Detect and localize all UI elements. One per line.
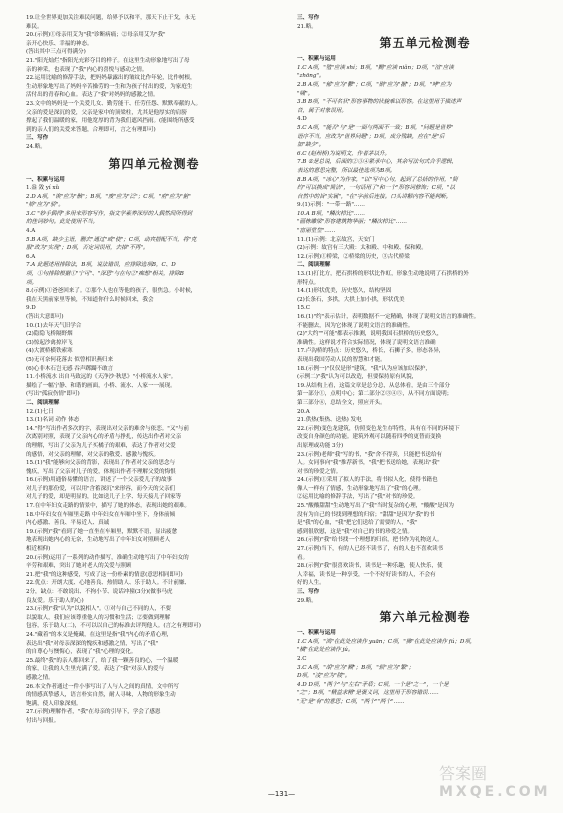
answer-line: 24.略。 bbox=[26, 143, 46, 150]
answer-line: (2)示例：故宫有三大殿：太和殿、中和殿、保和殿。 bbox=[297, 245, 427, 252]
answer-line: 21.略。 bbox=[297, 23, 317, 30]
answer-line: 感激之情。 bbox=[26, 674, 54, 681]
answer-line: "画栋雕梁"形容建筑物华丽；"鳞次栉比"…… bbox=[297, 219, 407, 226]
answer-line: 19.(示例)"我"看到了她一直坐在车厢里，默默不语，显出疲惫 bbox=[26, 528, 178, 535]
answer-line: 18.(示例一)"仅仅是形"建筑，"我"认为应该加以保护， bbox=[297, 365, 431, 372]
answer-line: 27.(示例)当下，有的人已经不读书了，有的人也不喜欢读书 bbox=[297, 546, 444, 553]
answer-line: 10.(1)去年天气旧学合 bbox=[26, 322, 82, 329]
answer-line: 8.(示例)①爸爸回来了。②那个人也在等他的孩子，很焦急。小时候， bbox=[26, 288, 197, 295]
answer-line: 12.(示例)①桥梁，②桥梁的历史，③古代桥梁 bbox=[297, 253, 410, 260]
section-title: 第五单元检测卷 bbox=[379, 36, 471, 51]
answer-line: (6)心非木石岂无感 吞声踯躅不敢言 bbox=[26, 365, 114, 372]
answer-line: 26.(示例)"我"给书找一个理想的归宿，把书作为礼物送人。 bbox=[297, 537, 443, 544]
answer-line: 我在天黑前家里等候，不知道你什么时候回来，我会 bbox=[26, 296, 154, 303]
answer-line: "之"；B项，"精益求精"是褒义词，这里用于形容错误…… bbox=[297, 690, 439, 697]
answer-line: 人幸福，读书是一种享受，一个不好好读书的人，不会有 bbox=[297, 571, 436, 578]
answer-line: 21."阳光灿烂"指阳光充彩夺目的样子。在这里生动形象地写出了母 bbox=[26, 57, 190, 64]
answer-line: 4.A bbox=[26, 228, 36, 235]
answer-line: "富丽堂皇"…… bbox=[297, 228, 336, 235]
answer-line: 16.(示例)用通俗易懂的语言，讲述了一个父亲爱儿子的故事 bbox=[26, 477, 173, 484]
answer-line: 的情感真挚感人，语言朴实自然，耐人寻味，人物的形象生动 bbox=[26, 692, 176, 699]
answer-line: 14."得"写出作者多次的字，表现出对父亲的难舍与依恋。"又"与前 bbox=[26, 425, 189, 432]
site-watermark bbox=[439, 761, 557, 805]
section-heading: 一、积累与运用 bbox=[297, 56, 336, 63]
answer-line: 7.A 此题述用排除法，B项，说法错误，应排除选项B，C、D bbox=[26, 262, 176, 269]
answer-line: 愧疚，写出了父亲对儿子的爱，体现出作者不理解父爱的悔恨 bbox=[26, 468, 176, 475]
answer-line: 17.卢沟桥的特点：历史悠久，桥长，石狮子多，形态各异， bbox=[297, 348, 445, 355]
answer-line: 21.供热(集热、送热) 发电 bbox=[297, 417, 362, 424]
answer-line: 地表现出她内心的无奈，生动地写出了中年妇女对照顾老人 bbox=[26, 537, 171, 544]
answer-line: 13.(1)打比方，把石拱桥的形状比作虹，形象生动地说明了石拱桥的外 bbox=[297, 271, 469, 278]
answer-line: 表现出我国劳动人民的智慧和才能。 bbox=[297, 356, 386, 363]
section-heading: 三、写作 bbox=[26, 135, 49, 142]
section-heading: 二、阅读理解 bbox=[297, 262, 331, 269]
answer-line: D项，"凌"应为"陵"。 bbox=[297, 673, 351, 680]
watermark-domain: MXQE.COM bbox=[439, 784, 551, 800]
answer-line: 6.A bbox=[26, 253, 36, 260]
answer-line: 的理解，写出了父亲为儿子买橘子的艰难，表达了作者对父爱 bbox=[26, 442, 176, 449]
section-title: 第四单元检测卷 bbox=[108, 156, 200, 171]
answer-line: (3)惊起沙禽掠岸飞 bbox=[26, 339, 73, 346]
section-heading: 三、写作 bbox=[297, 589, 320, 595]
answer-line: 16.(1)"约"表示估计，表明数据不一定精确，体现了说明文语言的准确性。 bbox=[297, 314, 480, 320]
answer-line: 7.B ①是总说，后面的②③④紧承中心，其余写法句式合乎逻辑， bbox=[297, 159, 458, 166]
section-heading: 一、积累与运用 bbox=[297, 630, 336, 637]
answer-line: (2)"大约""可能"都表示推测，说明我国石拱桥的历史悠久， bbox=[297, 331, 443, 338]
right-column bbox=[297, 14, 553, 777]
answer-line: 以貌取人，我们应该尊重他人的习惯和生活；②要做到理解 bbox=[26, 614, 171, 621]
section-heading: 三、写作 bbox=[297, 15, 320, 21]
answer-line: 辛劳和艰难，突出了她对老人的关爱与照顾 bbox=[26, 563, 132, 570]
answer-line: 第一部分①，点明中心；第二部分②③④⑤，从不同方面说明； bbox=[297, 391, 453, 398]
answer-line: 2.B A项，"郁"应为"鬱"；C项，"剧"应为"据"；D项，"哮"应为 bbox=[297, 81, 452, 88]
answer-line: 11.小桥流水 出自马致远的《天净沙·秋思》"小桥流水人家"。 bbox=[26, 374, 177, 381]
answer-line: 27.(示例)理解作者，"我"在母亲的引导下，学会了感恩 bbox=[26, 709, 161, 716]
answer-line: 亲的神采，也表现了"我"内心的喜悦与感动之情。 bbox=[26, 66, 148, 73]
answer-line: 第三部分⑥，总结全文，照应开头。 bbox=[297, 399, 386, 406]
page-number: —131— bbox=[267, 790, 296, 798]
answer-line: 20.(示例)①母亲用艾为"我"诊断病痛；②母亲用艾为"我" bbox=[26, 32, 166, 39]
answer-line: 5.C A项，"能否"与"是"一面与两面不一致；B项，"问题是世界" bbox=[297, 124, 454, 131]
answer-line: 9.(1)示例："一带一路"…… bbox=[297, 202, 365, 209]
answer-line: 10.A B项，"鳞次栉比"…… bbox=[297, 210, 365, 217]
answer-line: 25."酸酸甜甜"生动地写出了"我"当时复杂的心理，"酸酸"是因为 bbox=[297, 503, 454, 510]
answer-line: 语序不当，应改为"世界问题"；D项，成分残缺，应在"是"后 bbox=[297, 133, 445, 140]
answer-line: 15.(1)"我"能够向父亲的背影，表现出了作者对父亲的思念与 bbox=[26, 460, 176, 467]
answer-line: 5.B A项，缺少主语，删去"通过"或"使"；C项，动宾搭配不当，将"克 bbox=[26, 236, 197, 243]
answer-line: (2)长条石，多拱，大拱上加小拱，形状优美 bbox=[297, 296, 405, 303]
answer-line: "zhōng"。 bbox=[297, 73, 325, 80]
answer-line: 4.D bbox=[297, 116, 307, 123]
answer-line: 不能删去，因为它体现了说明文语言的准确性。 bbox=[297, 322, 414, 329]
answer-line: 22.(示例)变色龙建筑，仿照变色龙生存特性，具有在不同的环境下 bbox=[297, 425, 460, 432]
answer-line: 准确性。这样说才符合实际情况，体现了说明文语言准确 bbox=[297, 339, 436, 346]
answer-line: 对儿子的那份爱，可以用"含蓄深沉"来形容，而今天的父亲们 bbox=[26, 485, 176, 492]
answer-line: 项。 bbox=[26, 279, 38, 286]
answer-line: 亲开心快乐、幸福的神态。 bbox=[26, 40, 93, 47]
answer-line: 音，属于对象误用。 bbox=[297, 107, 347, 114]
answer-line: 的家，让我的人生里充满了爱。表达了"我"对亲人的爱与 bbox=[26, 666, 165, 673]
answer-line: 4.D D项，"两个"与"左右"矛盾；C项，一个是"之一"，一个是 bbox=[297, 681, 449, 688]
answer-line: 包容，乐于助人(二)，不可以以自己的标准去评判他人。(言之有理即可) bbox=[26, 623, 201, 630]
answer-line: "啸"。 bbox=[297, 90, 314, 97]
answer-line: 对儿子的爱，却是明显的，比如送儿子上学、每天接儿子回家等 bbox=[26, 494, 182, 501]
answer-line: 没有为自己的书找到理想的归宿；"甜甜"是因为"我"的书 bbox=[297, 511, 435, 518]
answer-line: 良友爱。乐于助人的心) bbox=[26, 597, 84, 604]
answer-line: 23.文中的妈妈是一个关爱儿女、勤劳能干、任劳任怨、默默奉献的人。 bbox=[26, 100, 202, 107]
answer-line: 感到很欣慰，这是"我"对自己的书的珍爱之情。 bbox=[297, 528, 413, 535]
answer-line: 22.运用比喻的修辞手法，把妈妈暴露出的皱纹比作年轮，比作树根， bbox=[26, 75, 196, 82]
left-column bbox=[26, 14, 282, 777]
answer-line: 8.B A项，"冰心"为作家，"以"写中心句，起到了总括的作用，"简 bbox=[297, 176, 458, 183]
answer-line: 表达出"我"对母亲深深的愧疚和感激之情，写出了"我" bbox=[26, 640, 159, 647]
answer-line: 23.(示例)"我"认为"以貌相人"。①对与自己不同的人，不要 bbox=[26, 606, 172, 613]
answer-line: "无"是"有"的意思；C项，"两个""两个"…… bbox=[297, 698, 405, 705]
answer-line: 像人一样有了情感，生动形象地写出了"我"的心理。 bbox=[297, 485, 425, 492]
answer-line: 26.本文作者通过一件小事写出了人与人之间的真情，文中所写 bbox=[26, 683, 179, 690]
answer-line: 是"我"的心血，"我"把它们送给了需要的人，"我" bbox=[297, 520, 418, 527]
answer-line: 活付出的青春和心血。表达了"我"对妈妈的感激之情。 bbox=[26, 92, 159, 99]
answer-line: 次离别对照，表现了父亲内心的矛盾与挣扎，传达出作者对父亲 bbox=[26, 434, 182, 441]
answer-line: 24."藏着"的本义是掩藏，在这里是指"我"内心的矛盾心理， bbox=[26, 631, 173, 638]
answer-line: 14.(1)形状优美，历史悠久，结构坚固 bbox=[297, 288, 392, 295]
answer-line: 3.B B项，"不可名状"形容事物的状貌难以形容。在这里用于描述声 bbox=[297, 99, 462, 106]
answer-line: 约"可以换成"简洁"，一句话用了"和一个"形容词修饰；C项，"以 bbox=[297, 185, 455, 192]
answer-line: 生动形象地写出了妈妈辛苦操劳的一生和为孩子付出的爱，为家庭生 bbox=[26, 83, 193, 90]
answer-line: 23.(示例)老师"我"写的书，"我"舍不得卖，只能把书送给有 bbox=[297, 451, 443, 458]
answer-line: (答出其中三点可得满分) bbox=[26, 49, 86, 56]
answer-line: "橘"在此处应读作 jú。 bbox=[297, 647, 354, 654]
answer-line: 19.从结构上看，这篇文章是总分总，从总体看，是由三个部分 bbox=[297, 382, 450, 389]
answer-line: 看。 bbox=[297, 554, 309, 561]
answer-line: 难民。 bbox=[26, 23, 43, 30]
answer-line: 形特点。 bbox=[297, 279, 320, 286]
answer-line: "娇"应为"骄"。 bbox=[26, 202, 64, 209]
answer-line: 自然中的旨"实属"，"在"字前后连接。口头讲解内容不能判断。 bbox=[297, 193, 452, 200]
answer-line: (2)隐隐飞桥隔野烟 bbox=[26, 331, 73, 338]
section-heading: 二、阅读理解 bbox=[26, 399, 60, 406]
answer-line: 服"改为"实现"；D项，否定词误用，去掉"不再"。 bbox=[26, 245, 149, 252]
answer-line: 28.(示例)"我"很喜欢读书，读书是一种乐趣，使人快乐，使 bbox=[297, 563, 443, 570]
answer-line: 1.C A项，"鸿"在此处应读作 yuān；C项，"拂"在此处应读作 fú；D项， bbox=[297, 638, 476, 645]
answer-line: 29.略。 bbox=[297, 597, 317, 604]
answer-line: 项，①句排除根据①"宁可"、"深思"与在句②"痴想"相关，排除B bbox=[26, 271, 184, 278]
answer-line: 17.在中年妇女走路的情景中，描写了她的体态，表现出她的艰难。 bbox=[26, 503, 190, 510]
section-heading: 一、积累与运用 bbox=[26, 176, 65, 183]
answer-line: 3.C A项，"胡"应为"糊"；B项，"烦"应为"繁"； bbox=[297, 664, 415, 671]
answer-line: 内心感激、善良、平易近人、真诚 bbox=[26, 520, 110, 527]
answer-line: 20.(示例)运用了一系列的动作描写，准确生动地写出了中年妇女的 bbox=[26, 554, 189, 561]
answer-line: 描绘了一幅宁静、和谐的画面，小桥、流水、人家一一展现。 bbox=[26, 382, 176, 389]
answer-line: 24.(示例)①采用了拟人的手法，将书拟人化，使得书籍也 bbox=[297, 477, 438, 484]
answer-line: 出原理或功能 3分) bbox=[297, 442, 344, 449]
answer-line: 15.C bbox=[297, 305, 310, 312]
answer-line: (5)无可奈何花落去 似曾相识燕归来 bbox=[26, 356, 114, 363]
answer-line: (写出"孤寂伤情"即可) bbox=[26, 391, 80, 398]
answer-line: 到的亲人们的关爱来答题，合理即可，言之有理即可) bbox=[26, 126, 156, 133]
answer-line: 1.C A项，"殖"应读 shí；B项，"黝"应读 niǎn；D项，"渲"应读 bbox=[297, 64, 454, 71]
section-title: 第六单元检测卷 bbox=[379, 610, 471, 625]
answer-line: 22.优点：开朗大度、心地善良、热情助人、乐于助人。不计前嫌、 bbox=[26, 580, 190, 587]
answer-line: 的佳词妙句。此处使用不当。 bbox=[26, 219, 99, 226]
answer-line: 13.(1)名词 动作 体态 bbox=[26, 417, 80, 424]
answer-line: 21.把"我"的这种感受，写成了这一份朴素的情意(意思相同即可) bbox=[26, 571, 183, 578]
answer-line: ②运用比喻的修辞手法，写出了"我"对书的珍爱。 bbox=[297, 494, 419, 501]
answer-line: 对书的珍爱之情。 bbox=[297, 468, 342, 475]
answer-line: 11.(1)示例：北京故宫，天安门 bbox=[297, 236, 375, 243]
answer-line: 的自尊心与懊悔心，表现了"我"心理的变化。 bbox=[26, 649, 137, 656]
answer-line: 3.C "妙手偶得"多用来形容写作，指文学素养深厚的人偶然间所得到 bbox=[26, 210, 192, 217]
answer-line: 人。女同事向"我"推荐新书，"我"把书送给她，表现出"我" bbox=[297, 460, 440, 467]
answer-line: 25.最终"我"的亲人都回来了，给了我一颗善良的心，一个温暖 bbox=[26, 657, 179, 664]
answer-line: 加"缺少"。 bbox=[297, 142, 325, 149]
answer-line: 好的人生。 bbox=[297, 580, 325, 587]
watermark-brand: 答案圈 bbox=[439, 764, 488, 783]
answer-line: 6.C (赵州桥)为说明文，作者茅以升。 bbox=[297, 150, 391, 157]
answer-line: 相近相仰) bbox=[26, 546, 51, 553]
answer-line: 的感悟，对父亲的理解，对父亲的敬爱、感激与愧疚。 bbox=[26, 451, 160, 458]
answer-line: 19.让全世界更加关注难民问题，给界予以和平，那天下止干戈，永无 bbox=[26, 15, 196, 21]
answer-line: 2.D A项，"诶"应为"骸"；B项，"废"应为"泛"；C项，"府"应为"俯" bbox=[26, 193, 191, 200]
answer-line: (示例二)"我"认为可以改造，但要保持原有风貌， bbox=[297, 374, 418, 381]
answer-line: (4)大渡桥横铁索寒 bbox=[26, 348, 73, 355]
answer-line: 表达的意思完整，所以最佳选项为B项。 bbox=[297, 167, 396, 174]
answer-line: 改变自身颜色的功能。建筑外观可以随着四季的更替而变换 bbox=[297, 434, 442, 441]
answer-line: 付出与回报。 bbox=[26, 717, 60, 724]
answer-line: 18.中年妇女在车厢里走路 中年妇女在车厢中坐下，身体前倾 bbox=[26, 511, 176, 518]
answer-line: 1.盎 敛 yí xǔ bbox=[26, 185, 60, 192]
answer-line: 2.C bbox=[297, 655, 307, 662]
answer-line: 20.A bbox=[297, 408, 310, 415]
answer-line: (答出大意即可) bbox=[26, 314, 64, 320]
answer-line: 2分，缺点：不敢说出、不拘小节、说话冲撞(3分)(做事马虎 bbox=[26, 589, 173, 595]
answer-line: 撑起了我们温暖的家，用他宽厚的背为我们遮风挡雨。(能围绕所感受 bbox=[26, 118, 195, 125]
answer-line: 父亲的爱是深沉的爱，父亲是家中的顶梁柱，尤其是他厚实的肩膀 bbox=[26, 109, 187, 116]
answer-line: 12.(1)七日 bbox=[26, 408, 54, 415]
answer-line: 饱满，使人印象深刻。 bbox=[26, 700, 82, 707]
answer-line: 9.D bbox=[26, 305, 36, 312]
